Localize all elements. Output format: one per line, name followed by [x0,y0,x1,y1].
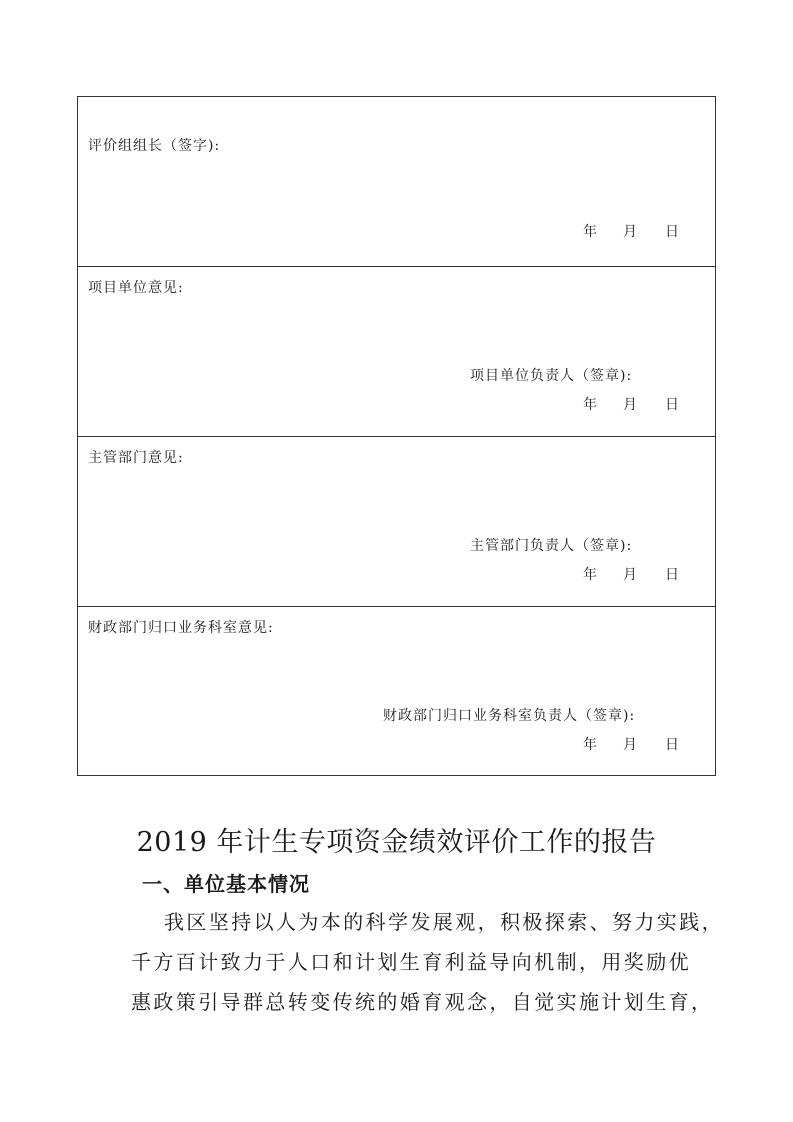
date-day: 日 [665,737,679,753]
form-section-project-unit [78,267,715,437]
date-year: 年 [583,567,597,583]
paragraph-line: 我区坚持以人为本的科学发展观，积极探索、努力实践， [164,910,724,934]
date-day: 日 [665,397,679,413]
paragraph-line: 惠政策引导群总转变传统的婚育观念，自觉实施计划生育， [131,990,714,1014]
form-section-team-leader [78,97,715,267]
signer-label: 主管部门负责人（签章): [470,538,633,554]
date-month: 月 [623,737,637,753]
section-heading: 一、单位基本情况 [142,872,310,896]
date-day: 日 [665,224,679,240]
section-label: 财政部门归口业务科室意见: [88,620,274,636]
date-month: 月 [623,567,637,583]
section-label: 评价组组长（签字): [88,138,221,154]
report-title: 2019 年计生专项资金绩效评价工作的报告 [136,827,657,858]
date-day: 日 [665,567,679,583]
date-year: 年 [583,737,597,753]
date-month: 月 [623,397,637,413]
date-month: 月 [623,224,637,240]
paragraph-line: 千方百计致力于人口和计划生育利益导向机制，用奖励优 [131,950,691,974]
signer-label: 项目单位负责人（签章): [470,368,633,384]
section-label: 主管部门意见: [88,450,184,466]
date-year: 年 [583,224,597,240]
date-year: 年 [583,397,597,413]
approval-form-table [77,96,716,776]
signer-label: 财政部门归口业务科室负责人（签章): [383,708,636,724]
section-label: 项目单位意见: [88,280,184,296]
form-section-supervising-dept [78,437,715,607]
form-section-finance-dept [78,607,715,775]
